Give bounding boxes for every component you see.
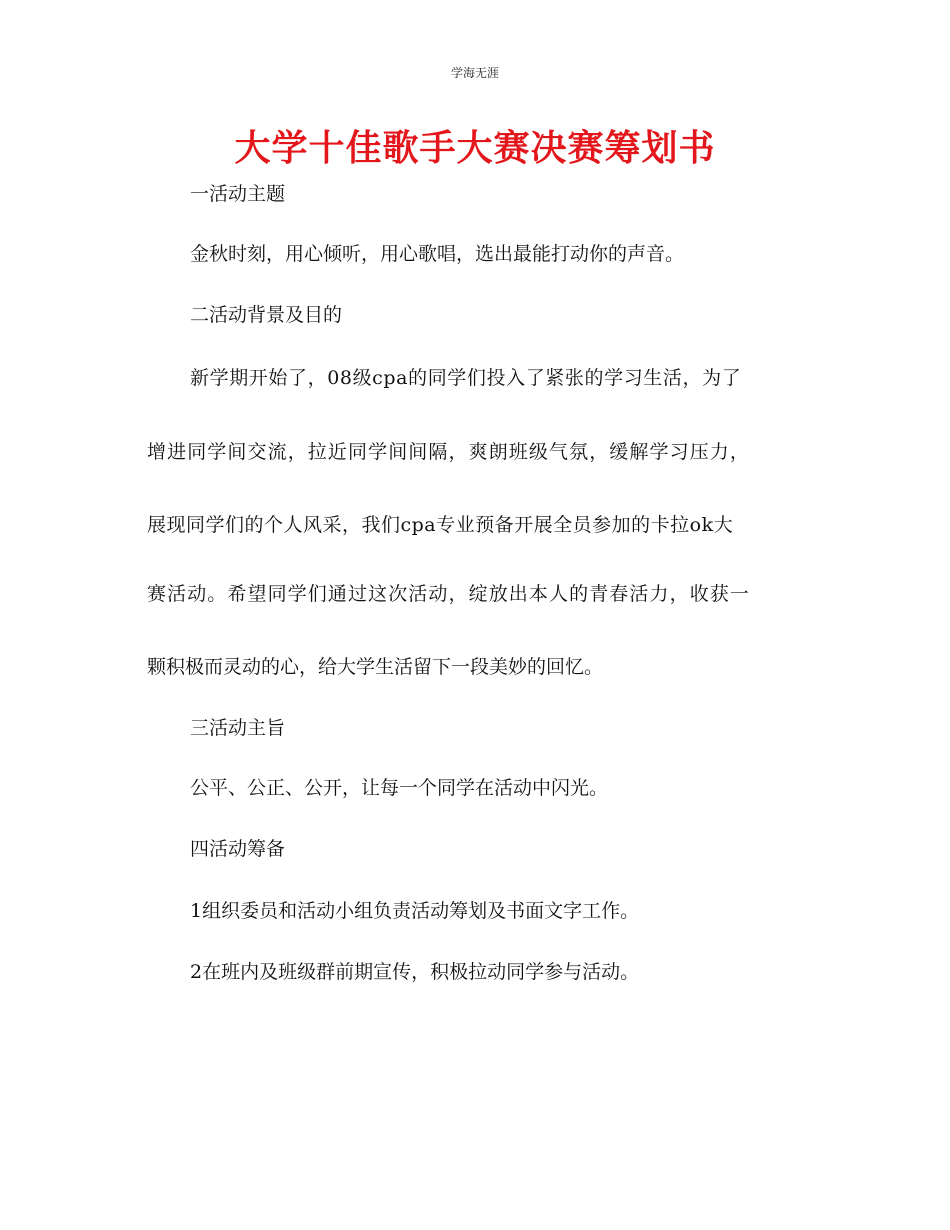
theme-paragraph: 金秋时刻，用心倾听，用心歌唱，选出最能打动你的声音。 bbox=[190, 243, 685, 265]
background-paragraph-line: 新学期开始了，08级cpa的同学们投入了紧张的学习生活，为了 bbox=[190, 367, 742, 389]
preparation-item: 2在班内及班级群前期宣传，积极拉动同学参与活动。 bbox=[190, 961, 640, 983]
background-paragraph-line: 赛活动。希望同学们通过这次活动，绽放出本人的青春活力，收获一 bbox=[147, 583, 751, 605]
section-heading-theme: 一活动主题 bbox=[190, 183, 286, 205]
section-heading-preparation: 四活动筹备 bbox=[190, 838, 286, 860]
background-paragraph-line: 展现同学们的个人风采，我们cpa专业预备开展全员参加的卡拉ok大 bbox=[147, 514, 734, 536]
document-title: 大学十佳歌手大赛决赛筹划书 bbox=[234, 128, 716, 169]
purpose-paragraph: 公平、公正、公开，让每一个同学在活动中闪光。 bbox=[190, 777, 609, 799]
background-paragraph-line: 增进同学间交流，拉近同学间间隔，爽朗班级气氛，缓解学习压力， bbox=[147, 441, 751, 463]
section-heading-purpose: 三活动主旨 bbox=[190, 717, 286, 739]
preparation-item: 1组织委员和活动小组负责活动筹划及书面文字工作。 bbox=[190, 900, 640, 922]
background-paragraph-line: 颗积极而灵动的心，给大学生活留下一段美妙的回忆。 bbox=[147, 656, 604, 678]
section-heading-background: 二活动背景及目的 bbox=[190, 304, 343, 326]
page-header: 学海无涯 bbox=[450, 66, 499, 80]
